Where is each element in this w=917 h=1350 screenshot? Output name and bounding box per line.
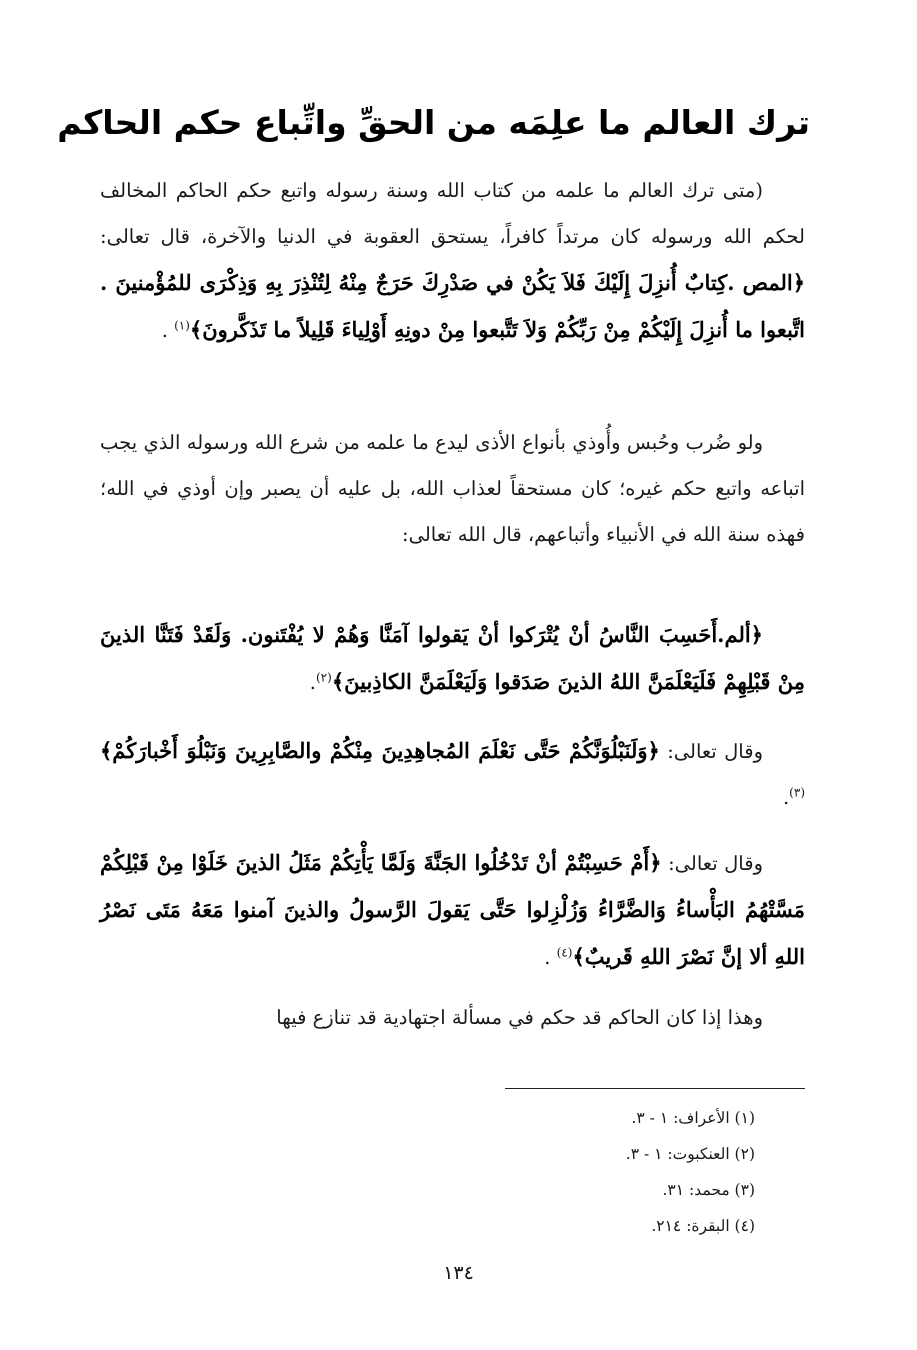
- paragraph-4: [100, 728, 805, 821]
- paragraph-text: ولو ضُرب وحُبس وأُوذي بأنواع الأذى ليدع ما علمه من شرع الله ورسوله الذي يجب اتباعه واتبع حكم غيره؛ كان مستحقاً لعذاب الله، بل عليه أن يصبر وإن أوذي في الله؛ فهذه سنة الله في الأنبياء وأتباعهم، قال الله تعالى:: [100, 431, 805, 546]
- paragraph-text: (متى ترك العالم ما علمه من كتاب الله وسنة رسوله واتبع حكم الحاكم المخالف لحكم الله ورسوله كان مرتداً كافراً، يستحق العقوبة في الدنيا والآخرة، قال تعالى:: [100, 179, 805, 248]
- paragraph-6: [100, 995, 805, 1041]
- quran-verse: ﴿أَمْ حَسِبْتُمْ أنْ تَدْخُلُوا الجَنَّةَ وَلَمَّا يَأْتِكُمْ مَثَلُ الذينَ خَلَوْا مِنْ قَبْلِكُمْ مَسَّتْهُمُ البَأْساءُ وَالضَّرَّاءُ وَزُلْزِلوا حَتَّى يَقولَ الرَّسولُ والذينَ آمنوا مَعَهُ مَتَى نَصْرُ اللهِ ألا إنَّ نَصْرَ اللهِ قَريبٌ﴾: [100, 850, 805, 969]
- paragraph-text: وقال تعالى:: [659, 740, 763, 763]
- footnote-2: (٢) العنكبوت: ١ - ٣.: [625, 1145, 755, 1163]
- paragraph-1: [100, 168, 805, 354]
- footnote-ref: (١): [174, 318, 190, 333]
- paragraph-text: وهذا إذا كان الحاكم قد حكم في مسألة اجتهادية قد تنازع فيها: [276, 1006, 763, 1029]
- paragraph-tail: .: [309, 671, 316, 694]
- paragraph-tail: .: [161, 319, 175, 342]
- paragraph-5: [100, 840, 805, 981]
- quran-verse: ﴿ألم.أَحَسِبَ النَّاسُ أنْ يُتْرَكوا أنْ يَقولوا آمَنَّا وَهُمْ لا يُفْتَنون. وَلَقَدْ فَتَنَّا الذينَ مِنْ قَبْلِهِمْ فَلَيَعْلَمَنَّ اللهُ الذينَ صَدَقوا وَلَيَعْلَمَنَّ الكاذِبينَ﴾: [100, 622, 805, 694]
- paragraph-tail: .: [782, 786, 790, 809]
- quran-verse: ﴿وَلَنَبْلُوَنَّكُمْ حَتَّى نَعْلَمَ المُجاهِدِينَ مِنْكُمْ والصَّابِرِينَ وَنَبْلُوَ أَخْبارَكُمْ﴾: [100, 738, 660, 763]
- paragraph-3: [100, 612, 805, 706]
- footnote-4: (٤) البقرة: ٢١٤.: [651, 1217, 755, 1235]
- page-number: ١٣٤: [443, 1262, 474, 1284]
- footnote-ref: (٤): [556, 945, 573, 960]
- paragraph-2: [100, 420, 805, 558]
- footnote-ref: (٢): [315, 670, 332, 685]
- footnote-1: (١) الأعراف: ١ - ٣.: [631, 1109, 755, 1127]
- footnote-divider: [505, 1088, 805, 1089]
- section-title: ترك العالم ما علِمَه من الحقِّ واتِّباع حكم الحاكم: [57, 103, 810, 142]
- paragraph-text: وقال تعالى:: [661, 852, 763, 875]
- footnotes: [450, 1100, 755, 1244]
- quran-verse: ﴿المص .كِتابٌ أُنزِلَ إِلَيْكَ فَلاَ يَكُنْ في صَدْرِكَ حَرَجٌ مِنْهُ لِتُنْذِرَ بِهِ وَذِكْرَى للمُؤْمنينَ . اتَّبعوا ما أُنزِلَ إِلَيْكُمْ مِنْ رَبِّكُمْ وَلاَ تَتَّبعوا مِنْ دونِهِ أَوْلِياءَ قَلِيلاً ما تَذَكَّرونَ﴾: [100, 270, 805, 342]
- paragraph-tail: .: [544, 946, 557, 969]
- footnote-3: (٣) محمد: ٣١.: [662, 1181, 755, 1199]
- footnote-ref: (٣): [789, 785, 805, 800]
